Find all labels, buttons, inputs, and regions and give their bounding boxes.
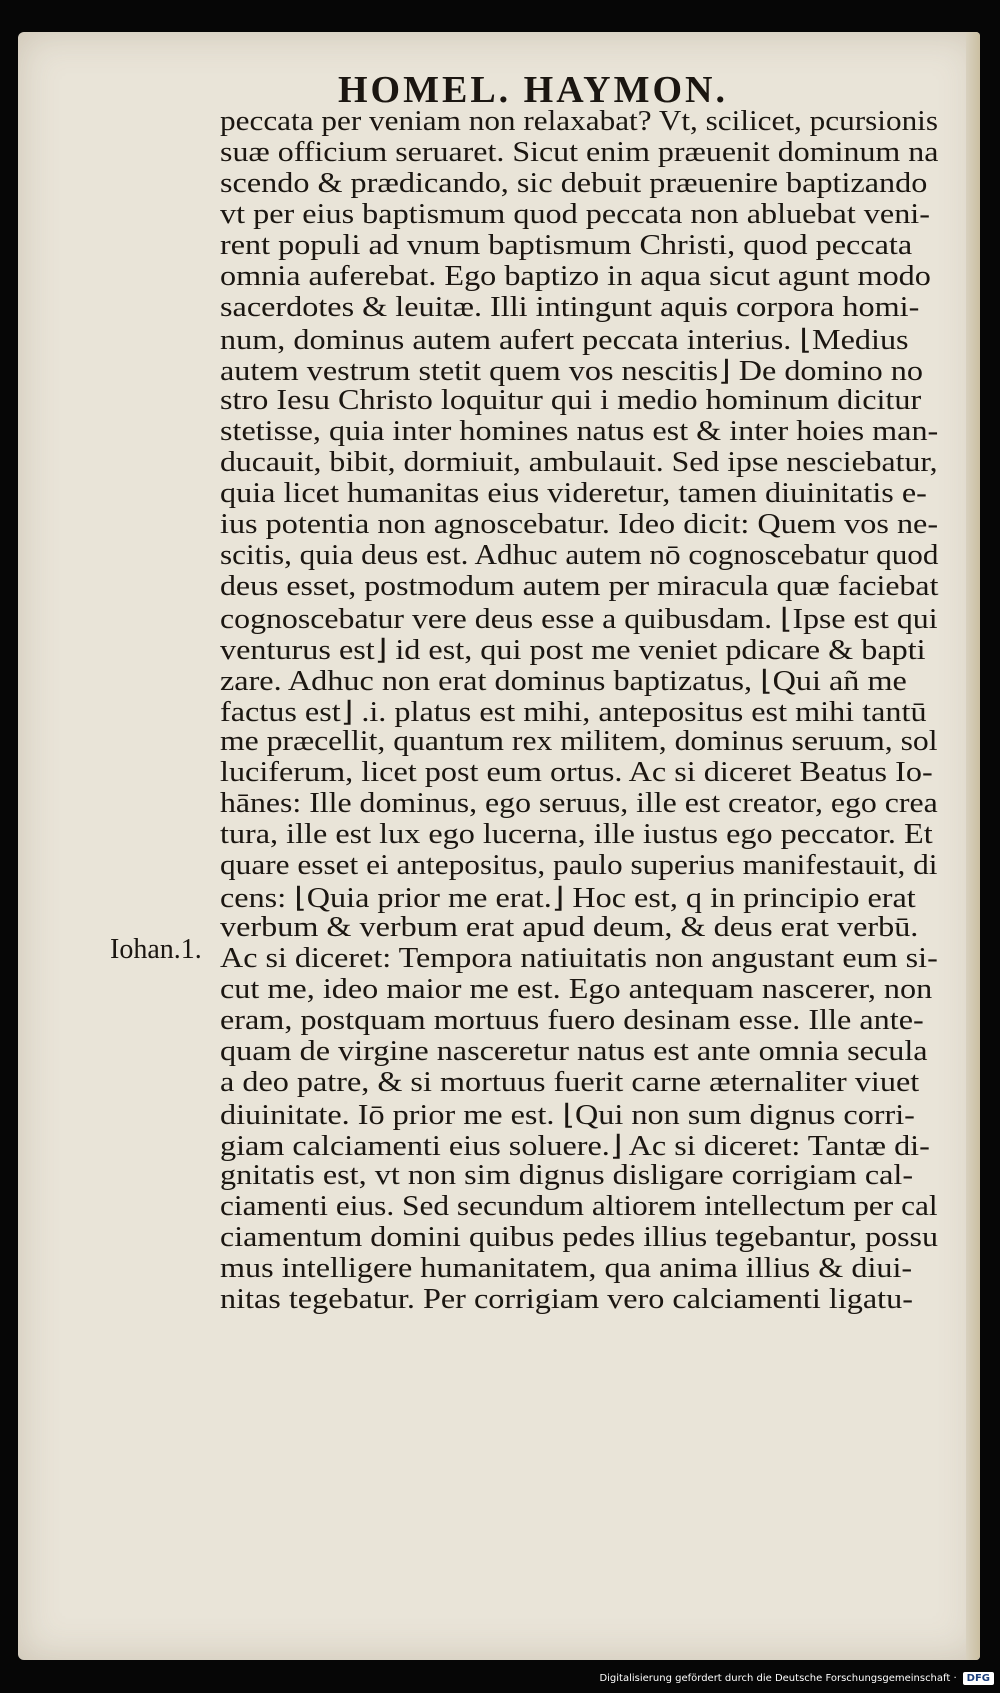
digitization-footer (599, 1667, 994, 1689)
text-line: omnia auferebat. Ego baptizo in aqua sicut agunt modo (220, 261, 931, 292)
text-line: tura, ille est lux ego lucerna, ille iustus ego peccator. Et (220, 819, 933, 850)
dfg-logo-icon: DFG (963, 1672, 994, 1685)
text-line: autem vestrum stetit quem vos nescitis⌋ De domino no (220, 356, 923, 387)
text-line: giam calciamenti eius soluere.⌋ Ac si diceret: Tantæ di- (220, 1131, 930, 1162)
body-text (18, 32, 980, 1660)
text-line: hānes: Ille dominus, ego seruus, ille est creator, ego crea (220, 788, 938, 819)
running-head: HOMEL. HAYMON. (338, 69, 728, 111)
footer-credit: Digitalisierung gefördert durch die Deutsche Forschungsgemeinschaft · (599, 1672, 957, 1684)
text-line: cognoscebatur vere deus esse a quibusdam. ⌊Ipse est qui (220, 604, 938, 635)
text-line: ciamentum domini quibus pedes illius tegebantur, possu (220, 1222, 939, 1253)
text-line: ducauit, bibit, dormiuit, ambulauit. Sed ipse nesciebatur, (220, 447, 938, 478)
text-line: suæ officium seruaret. Sicut enim præuenit dominum na (220, 137, 939, 168)
text-line: me præcellit, quantum rex militem, dominus seruum, sol (220, 726, 938, 757)
text-line: vt per eius baptismum quod peccata non abluebat veni- (220, 199, 930, 230)
text-line: peccata per veniam non relaxabat? Vt, scilicet, pcursionis (220, 106, 938, 137)
text-line: quare esset ei antepositus, paulo superius manifestauit, di (220, 850, 938, 881)
text-line: factus est⌋ .i. platus est mihi, antepositus est mihi tantū (220, 697, 927, 728)
text-line: rent populi ad vnum baptismum Christi, quod peccata (220, 230, 913, 261)
text-line: quam de virgine nasceretur natus est ante omnia secula (220, 1036, 928, 1067)
text-line: luciferum, licet post eum ortus. Ac si diceret Beatus Io- (220, 757, 933, 788)
text-line: deus esset, postmodum autem per miracula quæ faciebat (220, 571, 939, 602)
text-line: zare. Adhuc non erat dominus baptizatus, ⌊Qui añ me (220, 666, 907, 697)
text-line: nitas tegebatur. Per corrigiam vero calciamenti ligatu- (220, 1284, 913, 1315)
marginal-note: Iohan.1. (110, 934, 202, 965)
text-line: cut me, ideo maior me est. Ego antequam nascerer, non (220, 974, 933, 1005)
text-line: venturus est⌋ id est, qui post me veniet pdicare & bapti (220, 635, 926, 666)
text-line: cens: ⌊Quia prior me erat.⌋ Hoc est, q in principio erat (220, 883, 916, 914)
book-page (18, 32, 980, 1660)
text-line: verbum & verbum erat apud deum, & deus erat verbū. (220, 912, 919, 943)
text-line: quia licet humanitas eius videretur, tamen diuinitatis e- (220, 478, 927, 509)
text-line: mus intelligere humanitatem, qua anima illius & diui- (220, 1253, 913, 1284)
text-line: stetisse, quia inter homines natus est & inter hoies man- (220, 416, 939, 447)
text-line: eram, postquam mortuus fuero desinam esse. Ille ante- (220, 1005, 924, 1036)
text-line: scendo & prædicando, sic debuit præuenire baptizando (220, 168, 928, 199)
text-line: num, dominus autem aufert peccata interius. ⌊Medius (220, 325, 909, 356)
text-line: stro Iesu Christo loquitur qui i medio hominum dicitur (220, 385, 922, 416)
text-line: sacerdotes & leuitæ. Illi intingunt aquis corpora homi- (220, 292, 920, 323)
text-line: scitis, quia deus est. Adhuc autem nō cognoscebatur quod (220, 540, 939, 571)
text-line: diuinitate. Iō prior me est. ⌊Qui non sum dignus corri- (220, 1100, 915, 1131)
text-line: ius potentia non agnoscebatur. Ideo dicit: Quem vos ne- (220, 509, 939, 540)
text-line: ciamenti eius. Sed secundum altiorem intellectum per cal (220, 1191, 938, 1222)
text-line: a deo patre, & si mortuus fuerit carne æternaliter viuet (220, 1067, 920, 1098)
text-line: Ac si diceret: Tempora natiuitatis non angustant eum si- (220, 943, 938, 974)
text-line: gnitatis est, vt non sim dignus disligare corrigiam cal- (220, 1160, 914, 1191)
